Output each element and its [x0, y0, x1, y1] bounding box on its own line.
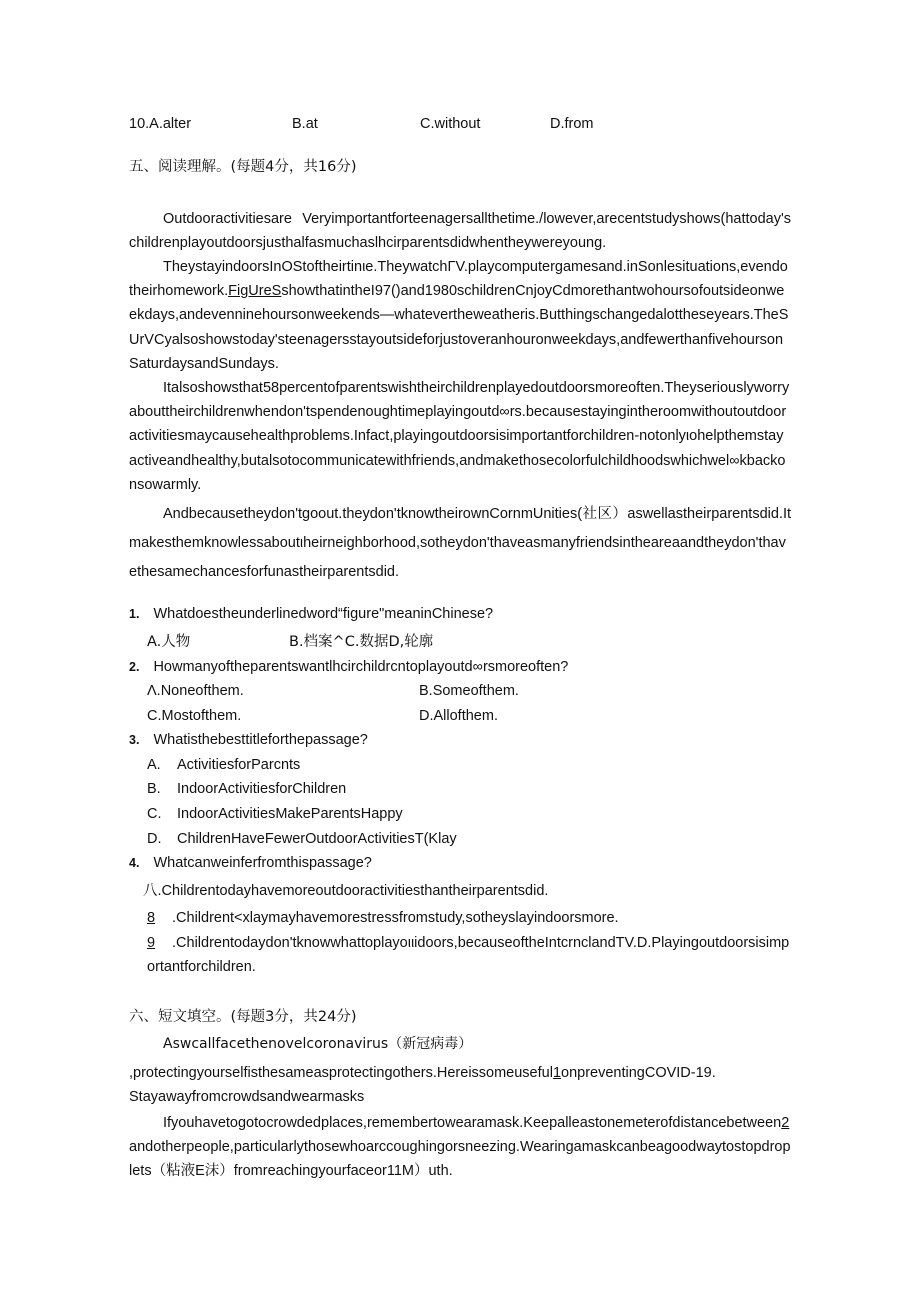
section-6-text-b: andotherpeople,particularlythosewhoarccoughingorsneezing.Wearingamaskcanbeagoodwaytostopdroplets（粘液E沫）fromreachingyourfaceor11M）uth. [129, 1139, 791, 1180]
section-6-line-1: Aswcallfacethenovelcoronavirus（新冠病毒） [163, 1036, 473, 1052]
question-3-option-a: ActivitiesforParcnts [177, 757, 301, 773]
question-4 [129, 853, 372, 873]
passage-paragraph-4 [129, 500, 791, 587]
question-4-option-b: .Childrent<xlaymayhavemorestressfromstudy,sotheyslayindoorsmore. [172, 910, 619, 926]
paragraph-4-text: Andbecausetheydon'tgoout.theydon'tknowtheirownCornmUnities(社区）aswellastheirparentsdid.Itmakesthemknowlessaboutιheirneighborhood,sotheydon'thaveasmanyfriendsintheareaandtheydon'thavethesamechancesforfunastheirparentsdid. [129, 506, 791, 580]
question-3-option-b: IndoorActivitiesforChildren [177, 781, 347, 797]
paragraph-1-text: Outdooractivitiesare Veryimportantforteenagersallthetime./lowever,arecentstudyshows(hattoday'schildrenplayoutdoorsjusthalfasmuchaslhcirparentsdidwhentheywereyoung. [129, 211, 791, 252]
q10-option-d: D.from [550, 116, 594, 132]
question-1-number: 1. [129, 607, 140, 621]
question-1-stem: Whatdoestheunderlinedword“figure"meaninChinese? [153, 606, 494, 622]
blank-2: 2 [781, 1115, 790, 1131]
question-2-option-d: D.Allofthem. [419, 708, 498, 724]
question-3-letter-c: C. [147, 806, 162, 822]
question-1-option-a: A.人物 [147, 634, 191, 650]
question-3-letter-a: A. [147, 757, 161, 773]
question-4-number: 4. [129, 856, 140, 870]
question-2 [129, 657, 568, 677]
question-3-number: 3. [129, 733, 140, 747]
section-6-line-2 [129, 1063, 716, 1083]
question-2-number: 2. [129, 660, 140, 674]
question-3-letter-b: B. [147, 781, 161, 797]
question-4-option-a: 八.Childrentodayhavemoreoutdooractivitiesthantheirparentsdid. [143, 883, 549, 899]
question-3-letter-d: D. [147, 831, 162, 847]
question-2-option-a: Λ.Noneofthem. [147, 683, 244, 699]
section-6-paragraph [129, 1111, 791, 1184]
line-2-text-b: onpreventingCOVID-19. [561, 1065, 716, 1081]
blank-1: 1 [552, 1065, 562, 1081]
question-3 [129, 730, 368, 750]
question-2-option-c: C.Mostofthem. [147, 708, 242, 724]
question-4-marker-9: 9 [147, 935, 156, 951]
q10-option-c: C.without [420, 116, 481, 132]
section-5-heading: 五、阅读理解。(每题4分，共16分) [129, 159, 357, 175]
question-4-option-c-d: .Childrentodaydon'tknowwhattoplayoιιidoors,becauseoftheIntcrnclandTV.D.Playingoutdoorsisimportantforchildren. [147, 935, 790, 976]
question-3-option-c: IndoorActivitiesMakeParentsHappy [177, 806, 403, 822]
question-2-stem: Howmanyoftheparentswantlhcirchildrcntoplayoutd∞rsmoreoften? [153, 659, 569, 675]
passage-paragraph-3 [129, 376, 791, 497]
section-6-text-a: Ifyouhavetogotocrowdedplaces,remembertowearamask.Keepalleastonemeterofdistancebetween [163, 1115, 782, 1131]
passage-paragraph-1 [129, 207, 791, 255]
question-3-stem: Whatisthebesttitleforthepassage? [153, 732, 368, 748]
q10-option-a: 10.A.alter [129, 116, 192, 132]
paragraph-2-text-b: showthatintheI97()and1980schildrenCnjoyCdmorethantwohoursofoutsideonweekdays,andevenninehoursonweekends—whatevertheweatheris.Butthingschangedalottheseyears.TheSUrVCyalsoshowstoday'steenagersstayoutsideforjustoveranhouronweekdays,andfewerthanfivehoursonSaturdaysandSundays. [129, 283, 789, 372]
line-2-text-a: ,protectingyourselfisthesameasprotectingothers.Hereissomeuseful [129, 1065, 553, 1081]
section-6-subheading: Stayawayfromcrowdsandwearmasks [129, 1089, 365, 1105]
question-2-option-b: B.Someofthem. [419, 683, 519, 699]
question-1-options-bcd: B.档案^C.数据D,轮廓 [289, 634, 434, 650]
question-1 [129, 604, 493, 624]
paragraph-3-text: Italsoshowsthat58percentofparentswishtheirchildrenplayedoutdoorsmoreoften.Theyseriouslyworryabouttheirchildrenwhendon'tspendenoughtimeplayingoutd∞rs.becausestayingintheroomwithoutoutdooractivitiesmaycausehealthproblems.Infact,playingoutdoorsisimportantforchildren-notonlyιohelpthemstayactiveandhealthy,butalsotocommunicatewithfriends,andmakethosecolorfulchildhoodswhichwel∞kbackonsowarmly. [129, 380, 790, 493]
question-4-marker-8: 8 [147, 910, 156, 926]
passage-paragraph-2 [129, 255, 791, 376]
q10-option-b: B.at [292, 116, 318, 132]
underlined-word-figures: FigUreS [228, 283, 282, 300]
paragraph-2-text-a: TheystayindoorsInOStoftheirtinιe.TheywatchΓV.playcomputergamesand.inSonlesituations,evendotheirhomework. [129, 259, 788, 300]
question-4-stem: Whatcanweinferfromthispassage? [153, 855, 372, 871]
question-3-option-d: ChildrenHaveFewerOutdoorActivitiesT(Klay [177, 831, 457, 847]
section-6-heading: 六、短文填空。(每题3分，共24分) [129, 1009, 357, 1025]
